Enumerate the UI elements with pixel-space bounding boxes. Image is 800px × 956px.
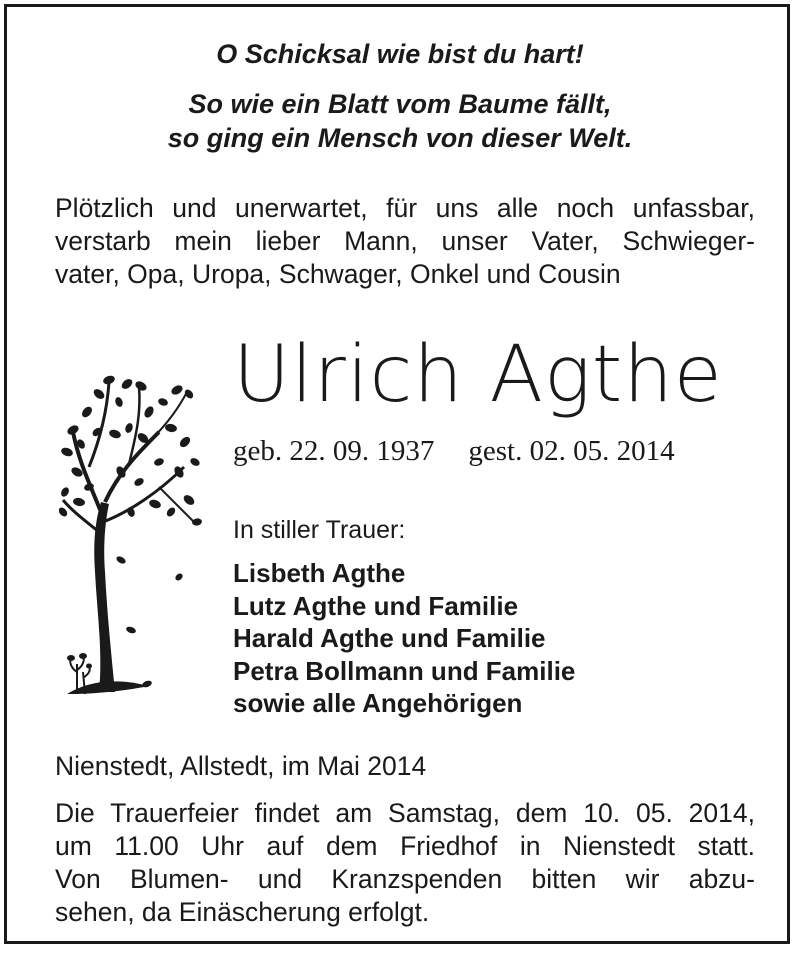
intro-line-2: verstarb mein lieber Mann, unser Vater, Schwieger- bbox=[55, 226, 755, 256]
mourner-name: sowie alle Angehörigen bbox=[233, 688, 523, 718]
mourner-name: Lutz Agthe und Familie bbox=[233, 590, 519, 621]
tree-icon bbox=[59, 372, 204, 697]
verse-line-2: So wie ein Blatt vom Baume fällt, bbox=[188, 89, 612, 119]
mourning-label: In stiller Trauer: bbox=[233, 516, 406, 544]
verse-line-1: O Schicksal wie bist du hart! bbox=[216, 39, 584, 69]
funeral-line-2: um 11.00 Uhr auf dem Friedhof in Nienstedt statt. bbox=[55, 831, 755, 861]
verse-line-3: so ging ein Mensch von dieser Welt. bbox=[167, 123, 633, 153]
life-dates bbox=[233, 432, 675, 470]
deceased-name: Ulrich Agthe bbox=[233, 330, 723, 420]
mourner-name: Harald Agthe und Familie bbox=[233, 623, 546, 653]
funeral-line-4: sehen, da Einäscherung erfolgt. bbox=[55, 897, 430, 927]
obituary-notice bbox=[4, 4, 790, 944]
birth-date: geb. 22. 09. 1937 bbox=[233, 435, 435, 467]
place-date: Nienstedt, Allstedt, im Mai 2014 bbox=[55, 751, 427, 781]
death-date: gest. 02. 05. 2014 bbox=[468, 435, 675, 467]
intro-text bbox=[55, 192, 755, 291]
funeral-line-3: Von Blumen- und Kranzspenden bitten wir abzu- bbox=[55, 864, 755, 894]
intro-line-1: Plötzlich und unerwartet, für uns alle noch unfassbar, bbox=[55, 193, 755, 223]
funeral-info bbox=[55, 797, 755, 929]
mourner-name: Petra Bollmann und Familie bbox=[233, 655, 576, 686]
funeral-line-1: Die Trauerfeier findet am Samstag, dem 10. 05. 2014, bbox=[55, 798, 755, 828]
mourner-name: Lisbeth Agthe bbox=[233, 558, 406, 588]
intro-line-3: vater, Opa, Uropa, Schwager, Onkel und Cousin bbox=[55, 259, 621, 289]
mourners-list bbox=[233, 557, 575, 720]
